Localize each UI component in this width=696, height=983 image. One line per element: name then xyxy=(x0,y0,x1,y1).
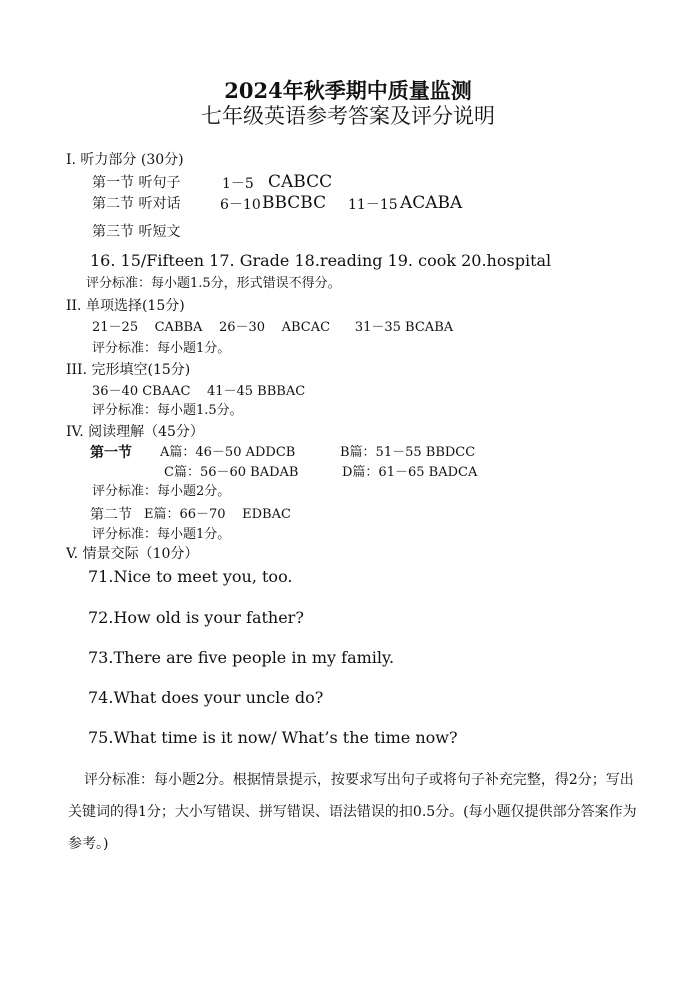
section-5-heading: V. 情景交际（10分） xyxy=(66,546,199,562)
listening-part2-label: 第二节 听对话 xyxy=(92,196,181,212)
cloze-answers: 36－40 CBAAC 41－45 BBBAC xyxy=(92,384,306,399)
answer-71: 71.Nice to meet you, too. xyxy=(88,567,293,586)
answer-74: 74.What does your uncle do? xyxy=(88,688,324,707)
listening-part1-range: 1－5 xyxy=(222,176,254,192)
reading-answers-c: C篇：56－60 BADAB xyxy=(164,465,299,480)
listening-part2-range1: 6－10 xyxy=(220,197,261,213)
listening-part1-label: 第一节 听句子 xyxy=(92,175,181,191)
reading-part1-scoring-rule: 评分标准：每小题2分。 xyxy=(92,484,231,499)
listening-part3-answers: 16. 15/Fifteen 17. Grade 18.reading 19. cook 20.hospital xyxy=(90,251,552,270)
cloze-scoring-rule: 评分标准：每小题1.5分。 xyxy=(92,403,243,418)
page-subtitle: 七年级英语参考答案及评分说明 xyxy=(201,104,495,128)
reading-answers-a: A篇：46－50 ADDCB xyxy=(160,445,296,460)
listening-part2-range2: 11－15 xyxy=(348,197,398,213)
single-choice-answers: 21－25 CABBA 26－30 ABCAC 31－35 BCABA xyxy=(92,320,454,335)
reading-part2-scoring-rule: 评分标准：每小题1分。 xyxy=(92,527,231,542)
reading-answers-b: B篇：51－55 BBDCC xyxy=(340,445,476,460)
listening-part3-label: 第三节 听短文 xyxy=(92,224,181,240)
page-title: 2024年秋季期中质量监测 xyxy=(224,78,472,103)
reading-part2-label: 第二节 xyxy=(90,507,132,523)
reading-answers-e: E篇：66－70 EDBAC xyxy=(144,507,291,522)
listening-part2-answers2: ACABA xyxy=(400,193,463,213)
section-1-heading: I. 听力部分 (30分) xyxy=(66,152,184,168)
reading-answers-d: D篇：61－65 BADCA xyxy=(342,465,478,480)
answer-75: 75.What time is it now/ What’s the time now? xyxy=(88,728,458,747)
dialogue-scoring-rule: 评分标准：每小题2分。根据情景提示，按要求写出句子或将句子补充完整，得2分；写出关键词的得1分；大小写错误、拼写错误、语法错误的扣0.5分。(每小题仅提供部分答案作为参考。) xyxy=(68,772,637,852)
answer-73: 73.There are five people in my family. xyxy=(88,648,395,667)
section-3-heading: III. 完形填空(15分) xyxy=(66,362,191,378)
listening-part1-answers: CABCC xyxy=(268,172,333,192)
listening-scoring-rule: 评分标准：每小题1.5分，形式错误不得分。 xyxy=(86,276,341,291)
single-choice-scoring-rule: 评分标准：每小题1分。 xyxy=(92,341,231,356)
listening-part2-answers1: BBCBC xyxy=(262,193,327,213)
answer-72: 72.How old is your father? xyxy=(88,608,304,627)
section-4-heading: IV. 阅读理解（45分） xyxy=(66,424,204,440)
reading-part1-label: 第一节 xyxy=(90,445,132,461)
section-2-heading: II. 单项选择(15分) xyxy=(66,298,185,314)
